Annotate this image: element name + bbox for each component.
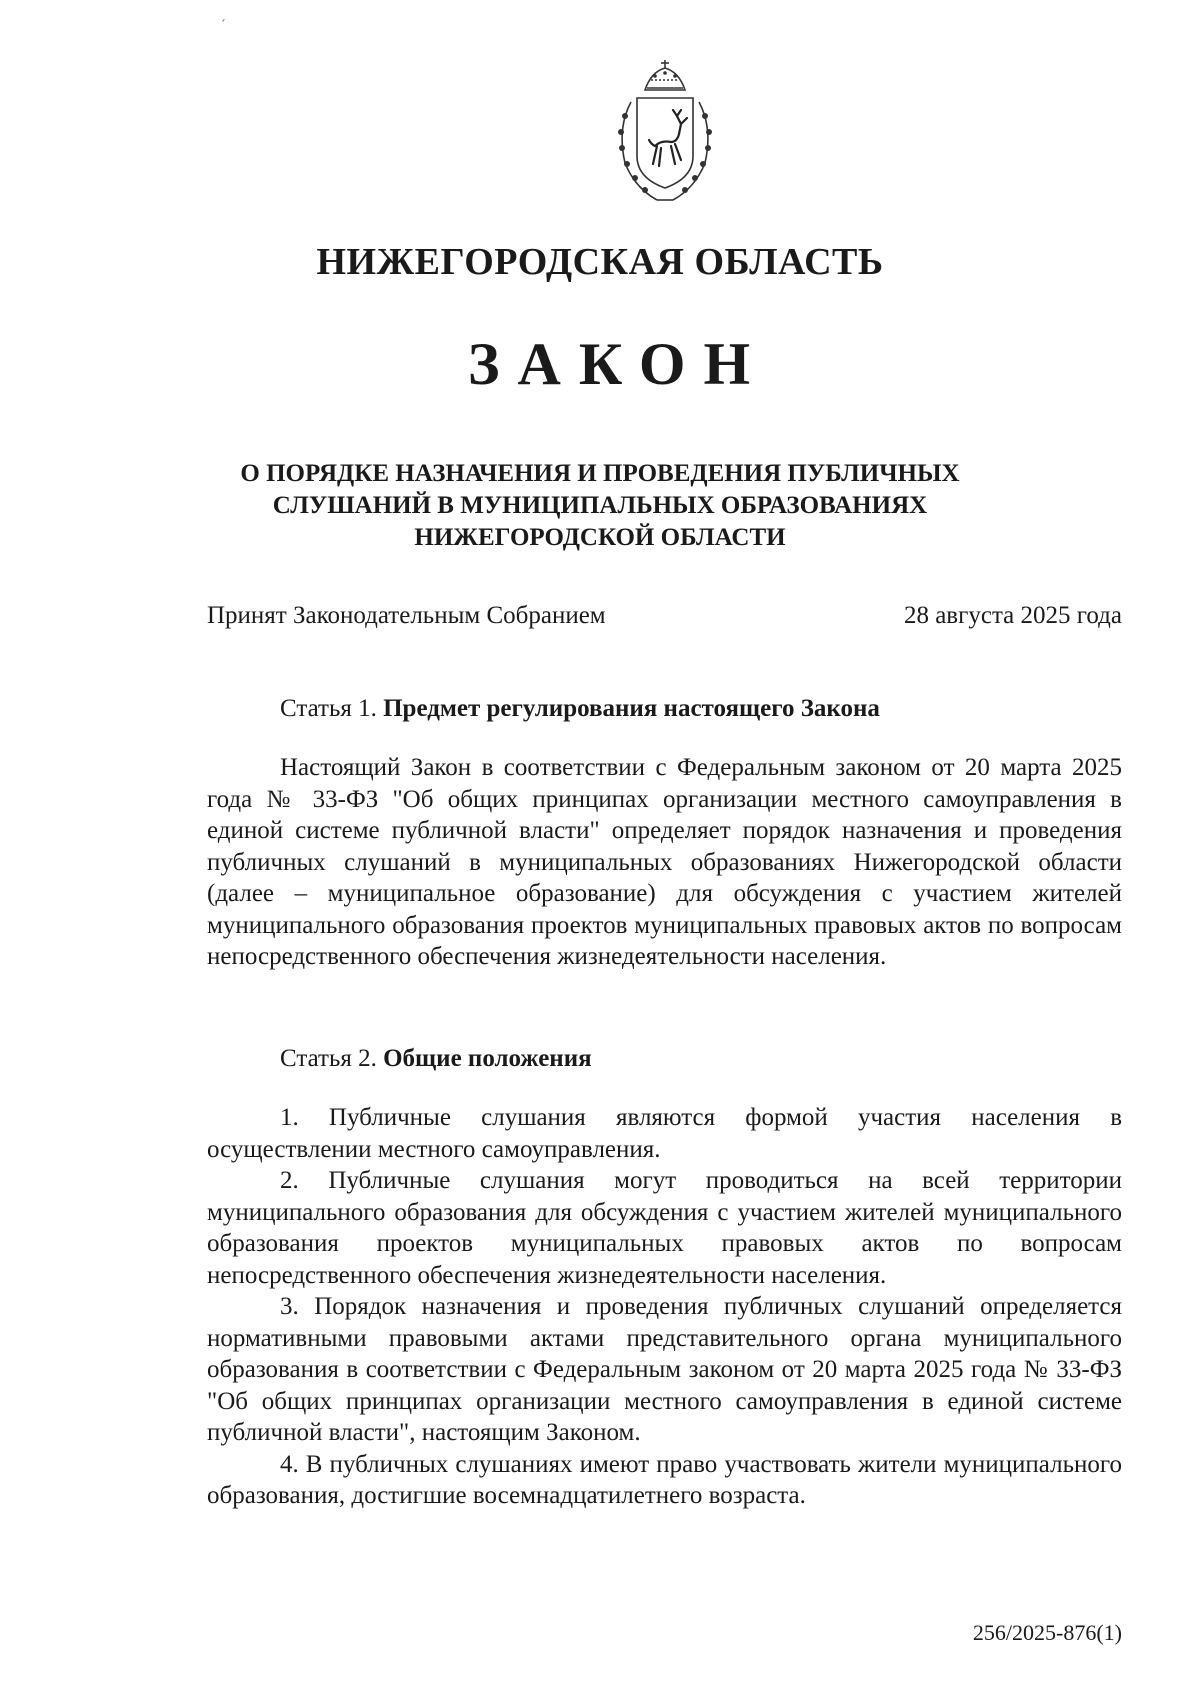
document-type: ЗАКОН — [467, 331, 769, 397]
adoption-date: 28 августа 2025 года — [903, 602, 1122, 629]
article-2-item: 3. Порядок назначения и проведения публичных слушаний определяется нормативными правовыми актами представительного органа муниципального образования в соответствии с Федеральным законом от 20 марта 2025 года № 33-ФЗ "Об общих принципах организации местного самоуправления в единой системе публичной власти", настоящим Законом. — [207, 1293, 1122, 1446]
article-2-item: 2. Публичные слушания могут проводиться на всей территории муниципального образования для обсуждения с участием жителей муниципального образования проектов муниципальных правовых актов по вопросам непосредственного обеспечения жизнедеятельности населения. — [207, 1167, 1122, 1289]
coat-of-arms-icon — [595, 58, 735, 213]
article-2-heading — [280, 1045, 592, 1073]
article-1-text: Настоящий Закон в соответствии с Федеральным законом от 20 марта 2025 года № 33-ФЗ "Об общих принципах организации местного самоуправления в единой системе публичной власти" определяет порядок назначения и проведения публичных слушаний в муниципальных образованиях Нижегородской области (далее – муниципальное образование) для обсуждения с участием жителей муниципального образования проектов муниципальных правовых актов по вопросам непосредственного обеспечения жизнедеятельности населения. — [207, 754, 1122, 970]
article-2-prefix: Статья 2. — [280, 1045, 384, 1072]
law-title — [0, 458, 1200, 554]
law-title-line: СЛУШАНИЙ В МУНИЦИПАЛЬНЫХ ОБРАЗОВАНИЯХ — [272, 492, 928, 519]
article-1-title: Предмет регулирования настоящего Закона — [383, 695, 880, 722]
document-number: 256/2025-876(1) — [972, 1620, 1122, 1645]
article-2-title: Общие положения — [383, 1045, 592, 1072]
region-name: НИЖЕГОРОДСКАЯ ОБЛАСТЬ — [316, 241, 884, 283]
article-2-item: 1. Публичные слушания являются формой участия населения в осуществлении местного самоуправления. — [207, 1104, 1122, 1163]
article-1-heading — [280, 695, 880, 723]
article-2-items — [207, 1102, 1122, 1512]
scan-artifact: ˊ — [221, 18, 226, 33]
law-title-line: НИЖЕГОРОДСКОЙ ОБЛАСТИ — [414, 524, 786, 551]
law-title-line: О ПОРЯДКЕ НАЗНАЧЕНИЯ И ПРОВЕДЕНИЯ ПУБЛИЧНЫХ — [240, 460, 960, 487]
article-2-item: 4. В публичных слушаниях имеют право участвовать жители муниципального образования, достигшие восемнадцатилетнего возраста. — [207, 1450, 1122, 1509]
adoption-row — [207, 602, 1122, 636]
article-1-prefix: Статья 1. — [280, 695, 384, 722]
adoption-body: Принят Законодательным Собранием — [207, 602, 606, 629]
